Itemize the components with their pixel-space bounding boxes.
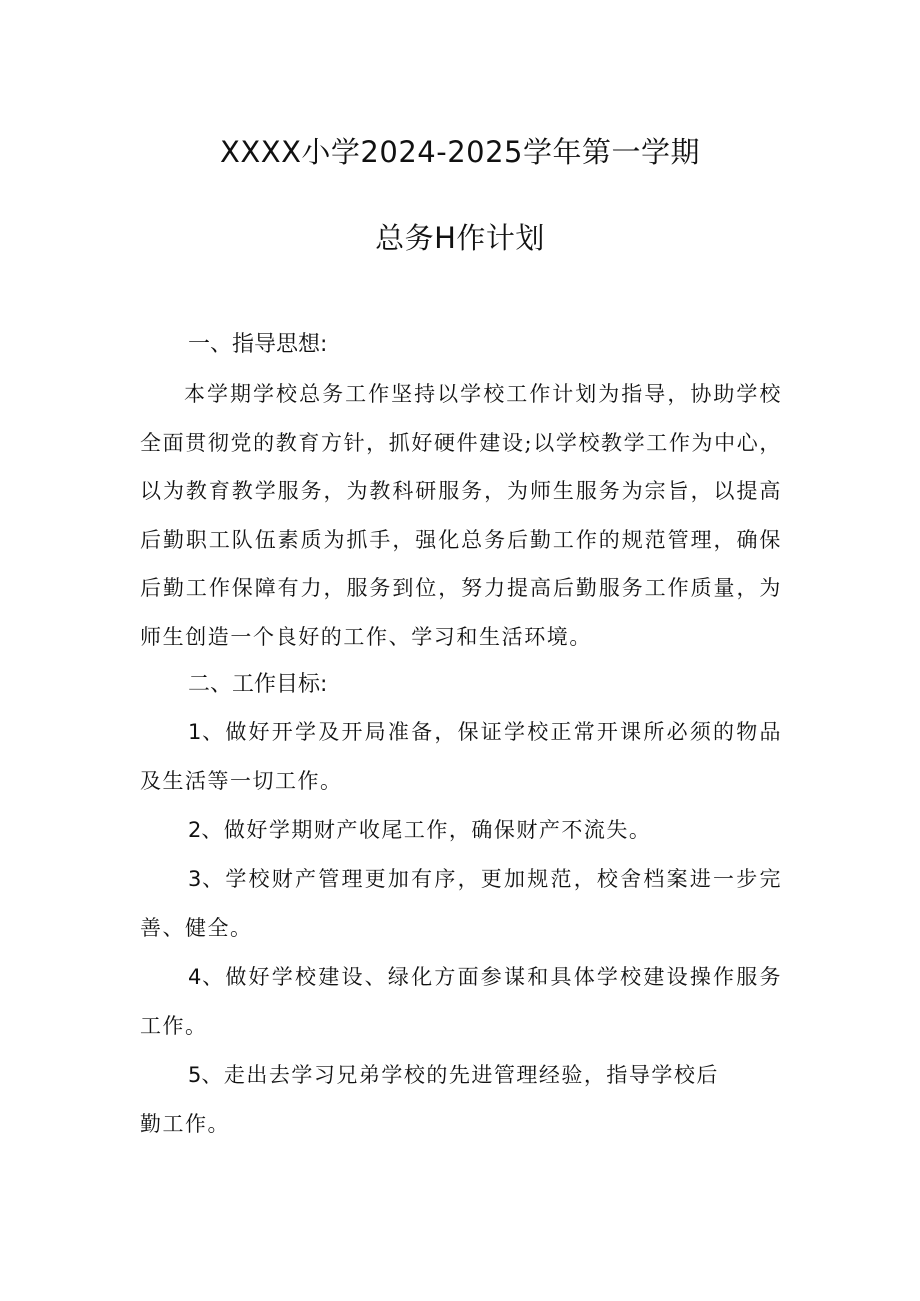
document-title-line-2: 总务H作计划 — [375, 221, 545, 255]
goal-item-text — [140, 855, 782, 953]
goal-item-body: 、学校财产管理更加有序，更加规范，校舍档案进一步完善、健全。 — [140, 867, 782, 940]
goal-item-number: 2 — [188, 818, 202, 842]
goal-item-number: 4 — [188, 965, 202, 989]
section-paragraph-guiding-ideology — [140, 370, 782, 661]
goal-item-4 — [140, 953, 782, 1051]
goal-item-3 — [140, 855, 782, 953]
goal-item-1 — [140, 708, 782, 806]
goal-item-body: 、走出去学习兄弟学校的先进管理经验，指导学校后 — [201, 1063, 719, 1087]
goal-item-body: 、做好学期财产收尾工作，确保财产不流失。 — [201, 818, 652, 842]
goal-item-text — [140, 806, 782, 855]
goal-item-text — [140, 953, 782, 1051]
goal-item-body: 、做好学校建设、绿化方面参谋和具体学校建设操作服务工作。 — [140, 965, 782, 1038]
goal-item-text — [140, 1051, 782, 1100]
goal-item-2 — [140, 806, 782, 855]
goal-item-text — [140, 708, 782, 806]
goal-item-body: 、做好开学及开局准备，保证学校正常开课所必须的物品及生活等一切工作。 — [140, 720, 782, 793]
section-heading-work-goals: 二、工作目标: — [188, 672, 328, 697]
goal-item-number: 1 — [188, 720, 202, 744]
goal-item-5 — [140, 1051, 782, 1149]
section-heading-guiding-ideology: 一、指导思想: — [188, 332, 328, 357]
goal-item-number: 3 — [188, 867, 202, 891]
goal-item-number: 5 — [188, 1063, 202, 1087]
document-title-line-1: XXXX小学2024-2025学年第一学期 — [219, 135, 701, 169]
goal-item-text-continued: 勤工作。 — [140, 1112, 230, 1136]
paragraph-text: 本学期学校总务工作坚持以学校工作计划为指导，协助学校全面贯彻党的教育方针，抓好硬件建设;以学校教学工作为中心，以为教育教学服务，为教科研服务，为师生服务为宗旨，以提高后勤职工队伍素质为抓手，强化总务后勤工作的规范管理，确保后勤工作保障有力，服务到位，努力提高后勤服务工作质量，为师生创造一个良好的工作、学习和生活环境。 — [140, 382, 782, 649]
